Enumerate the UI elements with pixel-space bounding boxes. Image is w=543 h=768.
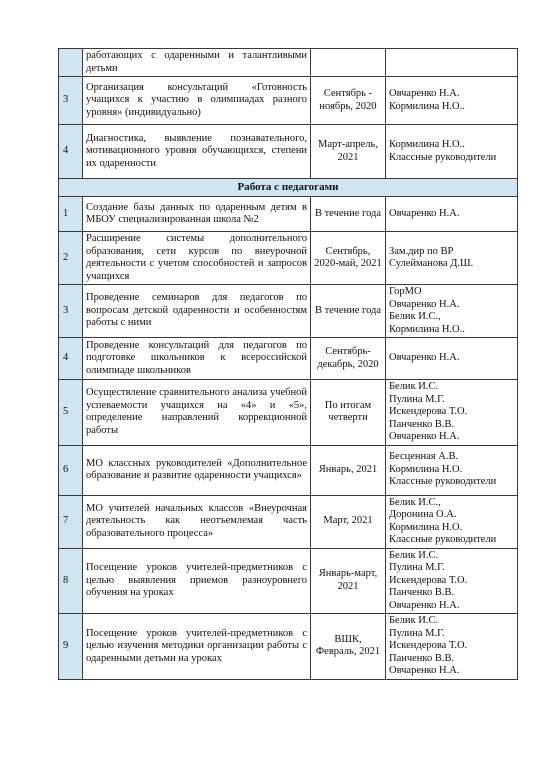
table-row <box>59 77 518 125</box>
responsible-person: Кормилина Н.О.. <box>389 323 465 335</box>
activity-cell: Посещение уроков учителей-предметников с целью выявления приемов разноуровнего обучения на уроках <box>83 548 311 614</box>
row-number: 9 <box>59 614 83 680</box>
responsible-person: Пулина М.Г. <box>389 562 445 573</box>
responsible-cell <box>386 338 518 380</box>
responsible-person: Искендерова Т.О. <box>389 640 468 651</box>
activity-cell: МО учителей начальных классов «Внеурочная деятельность как неотъемлемая часть образовательного процесса» <box>83 495 311 548</box>
responsible-cell <box>386 49 518 77</box>
responsible-person: Классные руководители <box>389 151 497 163</box>
responsible-person: Кормилина Н.О. <box>389 521 463 533</box>
responsible-cell <box>386 232 518 285</box>
activity-cell: Проведение консультаций для педагогов по подготовке школьников к всероссийской олимпиаде школьников <box>83 338 311 380</box>
table-row <box>59 614 518 680</box>
section-header: Работа с педагогами <box>59 179 518 197</box>
period-cell: В течение года <box>311 285 386 338</box>
responsible-person: Панченко В.В. <box>389 418 455 430</box>
activity-cell: МО классных руководителей «Дополнительное образование и развитие одаренности учащихся» <box>83 445 311 495</box>
period-cell: ВШК, Февраль, 2021 <box>311 614 386 680</box>
row-number: 2 <box>59 232 83 285</box>
responsible-cell <box>386 495 518 548</box>
responsible-cell <box>386 614 518 680</box>
period-cell: Сентябрь, 2020-май, 2021 <box>311 232 386 285</box>
responsible-person: Классные руководители <box>389 534 497 545</box>
responsible-person: Овчаренко Н.А. <box>389 431 460 442</box>
row-number: 4 <box>59 338 83 380</box>
table-row <box>59 197 518 232</box>
responsible-cell <box>386 77 518 125</box>
table-row <box>59 380 518 446</box>
table-row <box>59 232 518 285</box>
responsible-person: Кормилина Н.О.. <box>389 139 465 150</box>
activity-cell: Организация консультаций «Готовность учащихся к участию в олимпиадах разного уровня» (индивидуально) <box>83 77 311 125</box>
responsible-person: Доронина О.А. <box>389 509 457 520</box>
responsible-person: Овчаренко Н.А. <box>389 665 460 676</box>
responsible-person: Сулейманова Д.Ш. <box>389 258 474 269</box>
responsible-person: Классные руководители <box>389 476 497 488</box>
responsible-person: Овчаренко Н.А. <box>389 298 460 310</box>
table-row <box>59 445 518 495</box>
responsible-person: Овчаренко Н.А. <box>389 207 460 219</box>
period-cell: По итогам четверти <box>311 380 386 446</box>
responsible-person: Бесценная А.В. <box>389 451 459 463</box>
table-row <box>59 125 518 179</box>
activity-cell: Проведение семинаров для педагогов по вопросам детской одаренности и особенностям работы с ними <box>83 285 311 338</box>
responsible-cell <box>386 380 518 446</box>
period-cell: В течение года <box>311 197 386 232</box>
table-row <box>59 49 518 77</box>
responsible-person: Белик И.С., <box>389 311 441 322</box>
row-number: 3 <box>59 77 83 125</box>
responsible-person: ГорМО <box>389 286 422 297</box>
plan-table-body <box>59 49 518 680</box>
responsible-person: Кормилина Н.О. <box>389 463 463 475</box>
responsible-cell <box>386 548 518 614</box>
responsible-person: Пулина М.Г. <box>389 627 445 639</box>
responsible-person: Белик И.С. <box>389 381 439 392</box>
row-number: 8 <box>59 548 83 614</box>
activity-cell: работающих с одаренными и талантливыми детьми <box>83 49 311 77</box>
activity-cell: Посещение уроков учителей-предметников с целью изучения методики организации работы с одаренными детьми на уроках <box>83 614 311 680</box>
table-row <box>59 338 518 380</box>
responsible-person: Белик И.С., <box>389 496 441 508</box>
responsible-person: Панченко В.В. <box>389 587 455 598</box>
responsible-person: Пулина М.Г. <box>389 393 445 405</box>
responsible-person: Искендерова Т.О. <box>389 574 468 586</box>
responsible-person: Овчаренко Н.А. <box>389 599 460 611</box>
row-number: 3 <box>59 285 83 338</box>
responsible-person: Овчаренко Н.А. <box>389 352 460 364</box>
responsible-cell <box>386 125 518 179</box>
responsible-person: Зам.дир по ВР <box>389 245 454 257</box>
period-cell: Январь, 2021 <box>311 445 386 495</box>
section-header-row <box>59 179 518 197</box>
responsible-cell <box>386 285 518 338</box>
row-number: 1 <box>59 197 83 232</box>
period-cell: Сентябрь - ноябрь, 2020 <box>311 77 386 125</box>
period-cell: Сентябрь-декабрь, 2020 <box>311 338 386 380</box>
activity-cell: Осуществление сравнительного анализа учебной успеваемости учащихся на «4» и «5», определение направлений коррекционной работы <box>83 380 311 446</box>
row-number: 5 <box>59 380 83 446</box>
plan-table <box>58 48 518 680</box>
responsible-person: Кормилина Н.О.. <box>389 100 465 112</box>
responsible-person: Белик И.С. <box>389 615 439 626</box>
responsible-cell <box>386 197 518 232</box>
table-row <box>59 548 518 614</box>
period-cell <box>311 49 386 77</box>
responsible-person: Овчаренко Н.А. <box>389 88 460 99</box>
table-row <box>59 495 518 548</box>
activity-cell: Создание базы данных по одаренным детям в МБОУ специализированная школа №2 <box>83 197 311 232</box>
row-number <box>59 49 83 77</box>
row-number: 6 <box>59 445 83 495</box>
period-cell: Январь-март, 2021 <box>311 548 386 614</box>
responsible-person: Искендерова Т.О. <box>389 406 468 417</box>
responsible-person: Белик И.С. <box>389 549 439 561</box>
activity-cell: Диагностика, выявление познавательного, мотивационного уровня обучающихся, степени их одаренности <box>83 125 311 179</box>
table-row <box>59 285 518 338</box>
period-cell: Март, 2021 <box>311 495 386 548</box>
responsible-person: Панченко В.В. <box>389 652 455 664</box>
row-number: 7 <box>59 495 83 548</box>
responsible-cell <box>386 445 518 495</box>
row-number: 4 <box>59 125 83 179</box>
period-cell: Март-апрель, 2021 <box>311 125 386 179</box>
activity-cell: Расширение системы дополнительного образования, сети курсов по внеурочной деятельности с учетом способностей и запросов учащихся <box>83 232 311 285</box>
